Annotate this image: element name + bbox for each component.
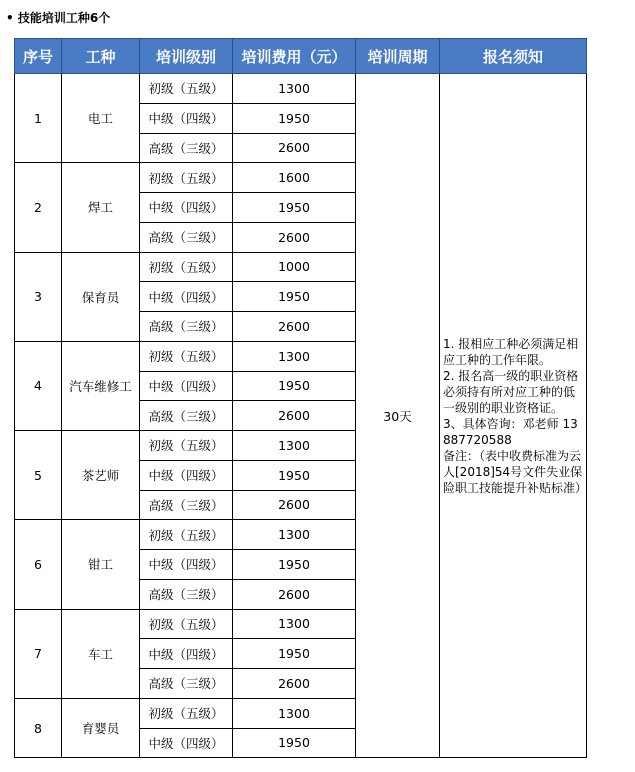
row-type: 车工	[62, 609, 140, 698]
row-level: 高级（三级）	[140, 401, 233, 431]
row-fee: 2600	[233, 490, 356, 520]
row-level: 初级（五级）	[140, 341, 233, 371]
row-fee: 1950	[233, 371, 356, 401]
row-level: 中级（四级）	[140, 193, 233, 223]
header-row	[15, 39, 587, 74]
row-fee: 1950	[233, 460, 356, 490]
row-fee: 1300	[233, 341, 356, 371]
row-level: 初级（五级）	[140, 431, 233, 461]
row-fee: 1950	[233, 639, 356, 669]
header-period: 培训周期	[356, 39, 440, 74]
row-fee: 1300	[233, 431, 356, 461]
row-level: 初级（五级）	[140, 520, 233, 550]
note-1: 1. 报相应工种必须满足相应工种的工作年限。	[443, 336, 579, 367]
row-level: 高级（三级）	[140, 133, 233, 163]
row-number: 8	[15, 698, 62, 758]
row-level: 中级（四级）	[140, 103, 233, 133]
row-fee: 1300	[233, 520, 356, 550]
header-fee: 培训费用（元）	[233, 39, 356, 74]
row-type: 钳工	[62, 520, 140, 609]
row-fee: 1600	[233, 163, 356, 193]
row-type: 茶艺师	[62, 431, 140, 520]
row-fee: 1950	[233, 728, 356, 758]
note-4: 备注：（表中收费标准为云人[2018]54号文件失业保险职工技能提升补贴标准）	[443, 448, 588, 495]
row-fee: 1950	[233, 550, 356, 580]
row-level: 高级（三级）	[140, 490, 233, 520]
row-level: 高级（三级）	[140, 669, 233, 699]
row-fee: 2600	[233, 312, 356, 342]
row-number: 3	[15, 252, 62, 341]
row-number: 7	[15, 609, 62, 698]
row-level: 中级（四级）	[140, 460, 233, 490]
row-level: 中级（四级）	[140, 728, 233, 758]
note-2: 2. 报名高一级的职业资格必须持有所对应工种的低一级别的职业资格证。	[443, 368, 579, 415]
row-type: 汽车维修工	[62, 341, 140, 430]
row-type: 电工	[62, 74, 140, 163]
row-fee: 2600	[233, 401, 356, 431]
row-fee: 1300	[233, 74, 356, 104]
row-fee: 2600	[233, 669, 356, 699]
row-type: 育婴员	[62, 698, 140, 758]
row-number: 5	[15, 431, 62, 520]
row-level: 中级（四级）	[140, 371, 233, 401]
row-type: 保育员	[62, 252, 140, 341]
row-type: 焊工	[62, 163, 140, 252]
row-fee: 1950	[233, 282, 356, 312]
row-level: 中级（四级）	[140, 639, 233, 669]
row-fee: 1300	[233, 609, 356, 639]
row-number: 1	[15, 74, 62, 163]
row-level: 高级（三级）	[140, 312, 233, 342]
notes-cell	[440, 74, 587, 758]
training-table	[14, 38, 587, 758]
row-fee: 1000	[233, 252, 356, 282]
row-number: 6	[15, 520, 62, 609]
header-no: 序号	[15, 39, 62, 74]
period-cell: 30天	[356, 74, 440, 758]
row-level: 初级（五级）	[140, 609, 233, 639]
row-level: 初级（五级）	[140, 163, 233, 193]
row-fee: 2600	[233, 222, 356, 252]
row-number: 2	[15, 163, 62, 252]
row-number: 4	[15, 341, 62, 430]
row-level: 中级（四级）	[140, 282, 233, 312]
note-3: 3、具体咨询：邓老师 13887720588	[443, 416, 578, 447]
row-fee: 2600	[233, 579, 356, 609]
row-level: 初级（五级）	[140, 74, 233, 104]
row-fee: 1300	[233, 698, 356, 728]
row-level: 高级（三级）	[140, 222, 233, 252]
row-fee: 1950	[233, 103, 356, 133]
row-fee: 1950	[233, 193, 356, 223]
row-level: 初级（五级）	[140, 698, 233, 728]
row-level: 初级（五级）	[140, 252, 233, 282]
page-title: • 技能培训工种6个	[6, 11, 111, 25]
row-level: 中级（四级）	[140, 550, 233, 580]
table-row	[15, 74, 587, 104]
header-notes: 报名须知	[440, 39, 587, 74]
row-level: 高级（三级）	[140, 579, 233, 609]
row-fee: 2600	[233, 133, 356, 163]
header-level: 培训级别	[140, 39, 233, 74]
header-type: 工种	[62, 39, 140, 74]
